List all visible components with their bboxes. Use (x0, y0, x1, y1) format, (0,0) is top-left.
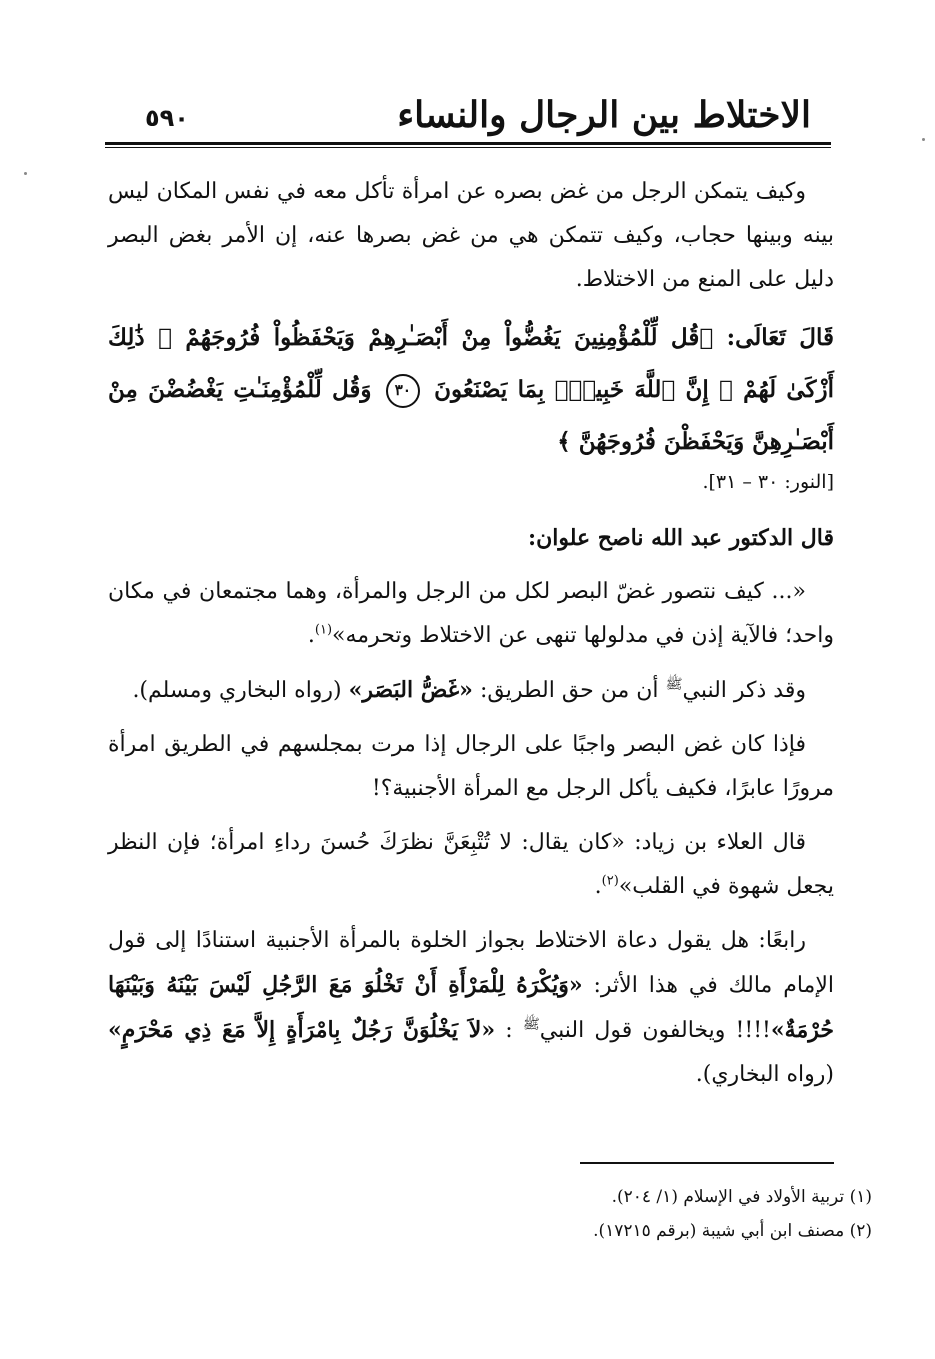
paragraph-5-end: . (594, 874, 602, 899)
p6-text-d: (رواه البخاري). (695, 1062, 834, 1087)
hadith-phrase: «غَضُّ البَصَر» (348, 677, 473, 703)
quran-close: ﴾ (557, 428, 571, 455)
honorific-symbol: ﷺ (665, 676, 683, 693)
paragraph-3 (108, 668, 834, 713)
quran-text-a: قُل لِّلْمُؤْمِنِينَ يَغُضُّواْ مِنْ أَبْصَـٰرِهِمْ وَيَحْفَظُواْ فُرُوجَهُمْ ۚ ذَٰلِكَ أَزْكَىٰ لَهُمْ ۗ إِنَّ ٱللَّهَ خَبِيرٌۢ بِمَا يَصْنَعُونَ (108, 324, 834, 403)
p3-text-a: وقد ذكر النبي (682, 678, 806, 703)
quran-citation: [النور: ٣٠ – ٣١]. (702, 471, 834, 493)
p3-text-c: (رواه البخاري ومسلم). (132, 678, 342, 703)
hadith-quote: «لاَ يَخْلُوَنَّ رَجُلٌ بِامْرَأَةٍ إِلاَّ مَعَ ذِي مَحْرَمٍ» (108, 1017, 496, 1043)
honorific-symbol-2: ﷺ (522, 1016, 540, 1033)
malik-quote: «وَيُكْرَهُ لِلْمَرْأَةِ أَنْ تَخْلُوَ مَعَ الرَّجُلِ لَيْسَ بَيْنَهُ وَبَيْنَهَا حُرْمَةٌ» (108, 972, 834, 1043)
paragraph-4: فإذا كان غض البصر واجبًا على الرجال إذا مرت بمجلسهم في الطريق امرأة مرورًا عابرًا، فكيف يأكل الرجل مع المرأة الأجنبية؟! (108, 732, 834, 801)
footnote-ref-1[interactable]: (١) (314, 622, 333, 638)
quran-intro: قَالَ تَعَالَى: ﴿ (699, 324, 834, 351)
page-number: ٥٩٠ (145, 104, 189, 132)
footnote-2: (٢) مصنف ابن أبي شيبة (برقم ١٧٢١٥). (593, 1221, 872, 1241)
footnote-1: (١) تربية الأولاد في الإسلام (١/ ٢٠٤). (611, 1187, 872, 1207)
p6-text-c: : (505, 1018, 513, 1043)
quote-heading: قال الدكتور عبد الله ناصح علوان: (527, 525, 834, 551)
paragraph-1: وكيف يتمكن الرجل من غض بصره عن امرأة تأكل معه في نفس المكان ليس بينه وبينها حجاب، وكيف تتمكن هي من غض بصرها عنه، إن الأمر بغض البصر دليل على المنع من الاختلاط. (108, 179, 834, 292)
ayah-number-marker: ٣٠ (386, 374, 420, 408)
footnote-rule (580, 1162, 834, 1164)
page-body (108, 170, 834, 1107)
quote-text: «... كيف نتصور غضّ البصر لكل من الرجل والمرأة، وهما مجتمعان في مكان واحد؛ فالآية إذن في مدلولها تنهى عن الاختلاط وتحرمه» (108, 579, 834, 648)
paragraph-2 (108, 570, 834, 658)
footnotes (108, 1180, 872, 1248)
paragraph-6 (108, 919, 834, 1097)
p6-text-a: رابعًا: هل يقول دعاة الاختلاط بجواز الخلوة بالمرأة الأجنبية استنادًا إلى قول الإمام مالك في هذا الأثر: (108, 928, 834, 998)
quran-verse (108, 312, 834, 468)
paragraph-5 (108, 821, 834, 909)
header-rule (105, 142, 831, 148)
paragraph-2-end: . (307, 623, 315, 648)
footnote-ref-2[interactable]: (٢) (601, 873, 619, 889)
running-title: الاختلاط بين الرجال والنساء (397, 94, 811, 136)
scan-speck (922, 138, 925, 141)
p6-text-b: !!!! ويخالفون قول النبي (539, 1018, 771, 1043)
p5-text: قال العلاء بن زياد: «كان يقال: لا تُتْبِعَنَّ نظرَكَ حُسنَ رداءِ امرأة؛ فإن النظر يجعل شهوة في القلب» (108, 830, 834, 899)
p3-text-b: أن من حق الطريق: (479, 678, 659, 703)
page-header (105, 82, 831, 154)
quran-text-b: وَقُل لِّلْمُؤْمِنَـٰتِ يَغْضُضْنَ مِنْ أَبْصَـٰرِهِنَّ وَيَحْفَظْنَ فُرُوجَهُنَّ (108, 376, 834, 455)
scan-speck (24, 172, 27, 175)
